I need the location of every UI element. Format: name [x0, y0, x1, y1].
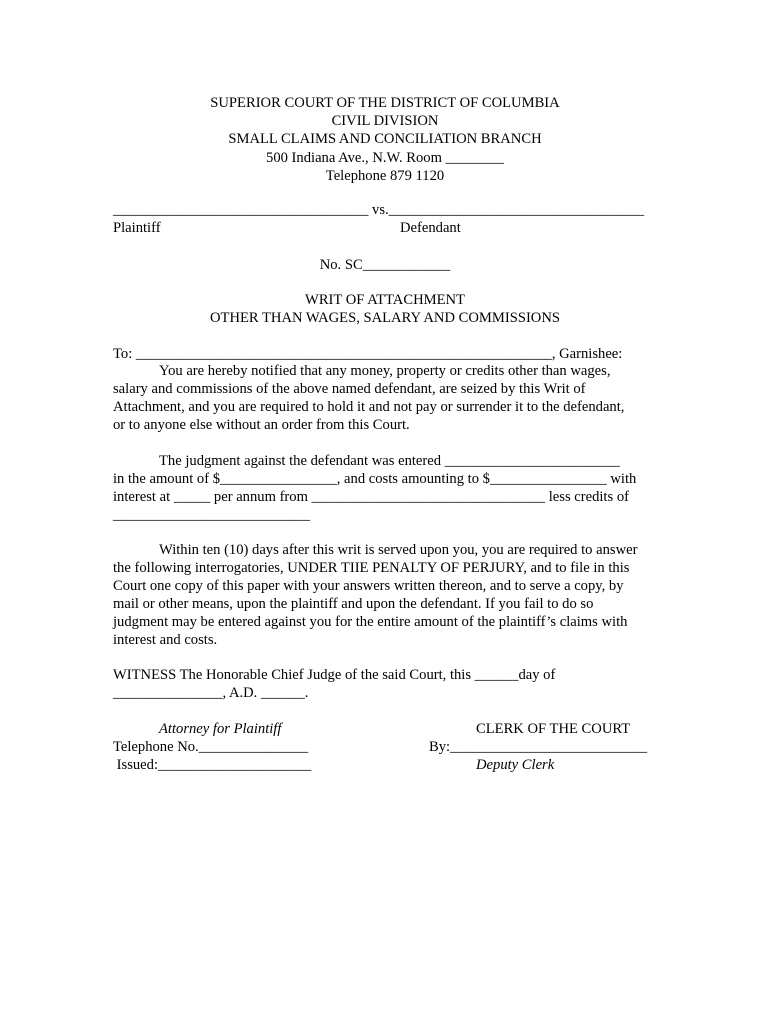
witness-line: WITNESS The Honorable Chief Judge of the said Court, this ______day of — [113, 667, 556, 683]
deputy-clerk-label: Deputy Clerk — [476, 757, 555, 773]
notice-paragraph — [113, 362, 657, 434]
judgment-line: ___________________________ — [113, 507, 311, 523]
court-header — [0, 94, 770, 185]
court-address: 500 Indiana Ave., N.W. Room ________ — [266, 149, 504, 166]
garnishee-line: To: _________________________________________________________, Garnishee: — [113, 346, 623, 362]
notice-line: You are hereby notified that any money, property or credits other than wages, — [159, 363, 611, 379]
interrogatories-paragraph — [113, 541, 657, 649]
attorney-label: Attorney for Plaintiff — [159, 721, 282, 737]
judgment-line: interest at _____ per annum from ________________________________ less credits of — [113, 489, 629, 505]
notice-line: salary and commissions of the above named defendant, are seized by this Writ of — [113, 381, 586, 397]
notice-line: Attachment, and you are required to hold it and not pay or surrender it to the defendant, — [113, 399, 625, 415]
interrogatories-line: mail or other means, upon the plaintiff and upon the defendant. If you fail to do so — [113, 596, 594, 612]
notice-line: or to anyone else without an order from this Court. — [113, 417, 410, 433]
attorney-telephone: Telephone No._______________ — [113, 739, 309, 755]
case-number: No. SC____________ — [319, 257, 451, 273]
defendant-label: Defendant — [400, 220, 461, 236]
judgment-paragraph — [113, 452, 657, 524]
judgment-line: in the amount of $________________, and costs amounting to $________________ with — [113, 471, 637, 487]
parties-line: ___________________________________ vs.___________________________________ — [113, 202, 645, 218]
clerk-signature-line: By:___________________________ — [429, 739, 648, 755]
interrogatories-line: Within ten (10) days after this writ is served upon you, you are required to answer — [159, 542, 638, 558]
plaintiff-label: Plaintiff — [113, 220, 161, 236]
division-name: CIVIL DIVISION — [331, 113, 439, 130]
interrogatories-line: Court one copy of this paper with your answers written thereon, and to serve a copy, by — [113, 578, 624, 594]
interrogatories-line: interest and costs. — [113, 632, 218, 648]
clerk-label: CLERK OF THE COURT — [476, 721, 631, 737]
interrogatories-line: judgment may be entered against you for the entire amount of the plaintiff’s claims with — [113, 614, 628, 630]
interrogatories-line: the following interrogatories, UNDER TIIE PENALTY OF PERJURY, and to file in this — [113, 560, 630, 576]
writ-title: WRIT OF ATTACHMENT — [305, 292, 465, 308]
witness-date-line: _______________, A.D. ______. — [113, 685, 309, 701]
branch-name: SMALL CLAIMS AND CONCILIATION BRANCH — [228, 131, 542, 148]
court-name: SUPERIOR COURT OF THE DISTRICT OF COLUMBIA — [210, 95, 560, 111]
court-telephone: Telephone 879 1120 — [325, 167, 445, 184]
judgment-line: The judgment against the defendant was entered ________________________ — [159, 453, 620, 469]
writ-subtitle: OTHER THAN WAGES, SALARY AND COMMISSIONS — [209, 310, 561, 326]
issued-line: Issued:_____________________ — [113, 757, 312, 773]
